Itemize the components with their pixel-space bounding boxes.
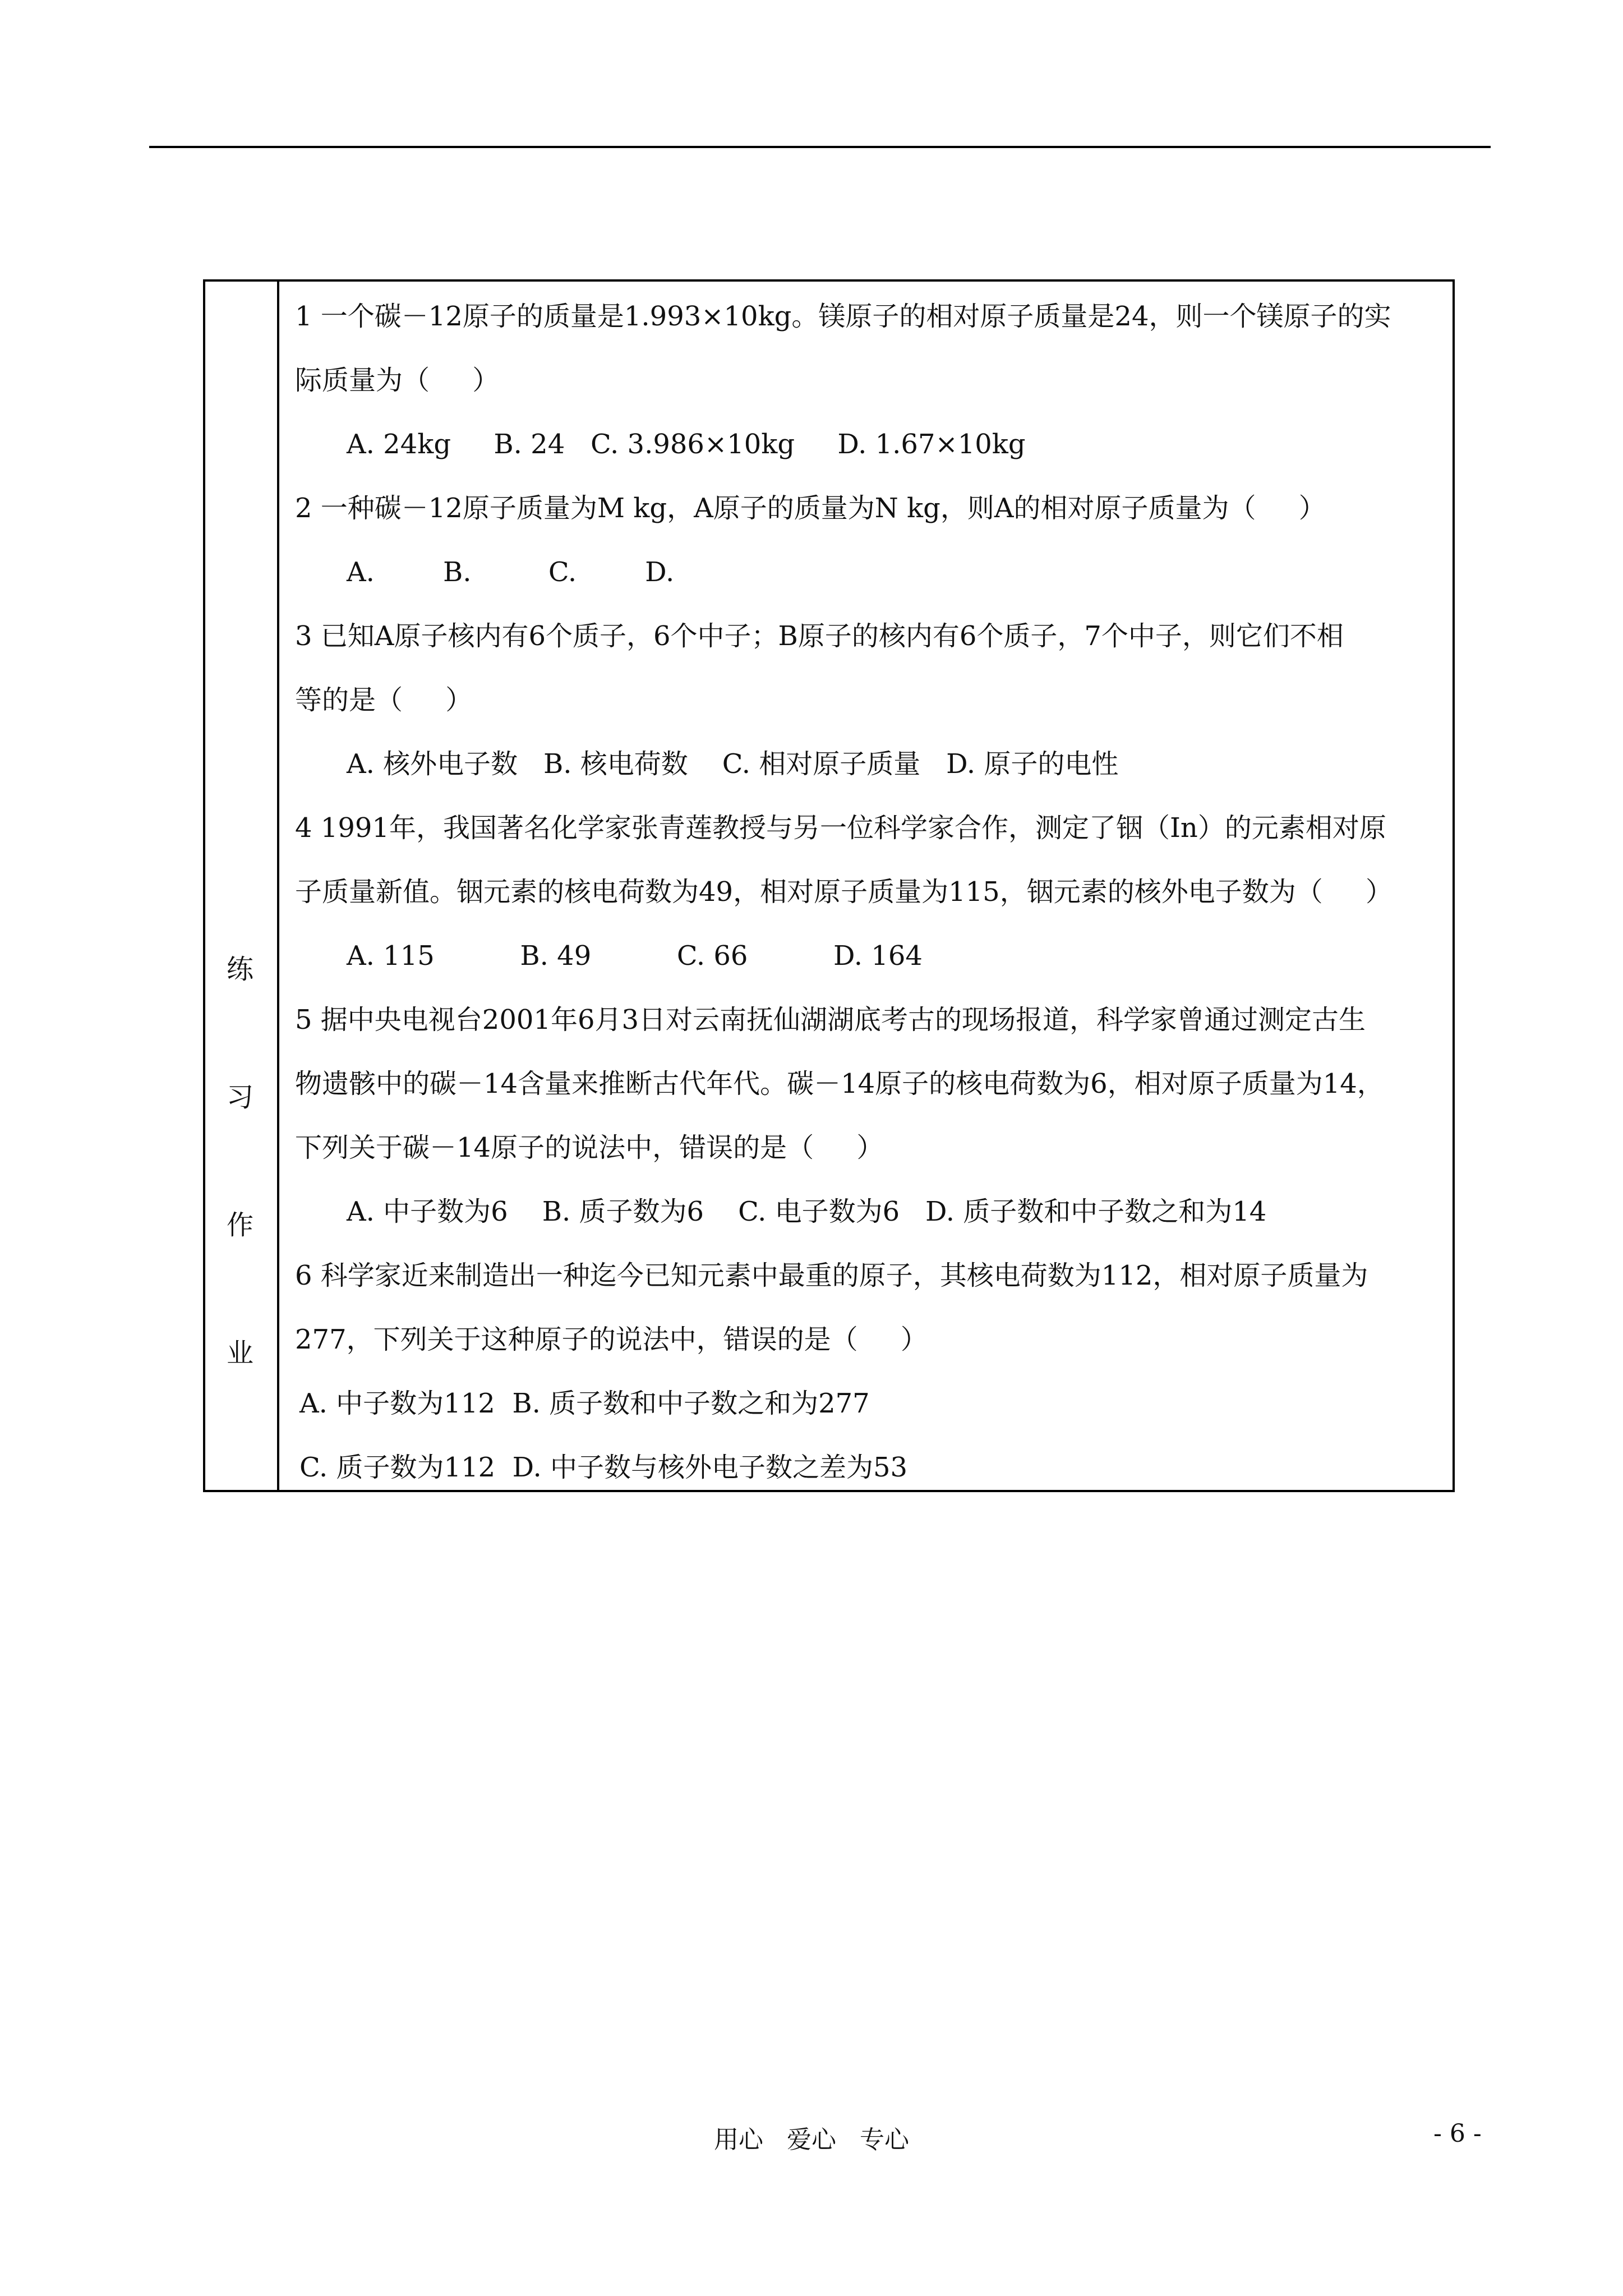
question-4-line-1: 4 1991年，我国著名化学家张青莲教授与另一位科学家合作，测定了铟（In）的元素相对原 [295, 812, 1386, 844]
question-4-line-2: 子质量新值。铟元素的核电荷数为49，相对原子质量为115，铟元素的核外电子数为（ ） [295, 876, 1393, 908]
question-6-line-2: 277，下列关于这种原子的说法中，错误的是（ ） [295, 1324, 928, 1355]
footer-motto: 用心 爱心 专心 [714, 2125, 909, 2154]
section-label-char: 习 [226, 1082, 253, 1113]
question-2-line-1: 2 一种碳－12原子质量为M kg，A原子的质量为N kg，则A的相对原子质量为（ ） [295, 493, 1326, 524]
question-1-line-1: 1 一个碳－12原子的质量是1.993×10kg。镁原子的相对原子质量是24，则一个镁原子的实 [295, 301, 1391, 332]
section-label-column [205, 282, 279, 1490]
header-rule [149, 146, 1491, 148]
question-2-options: A. B. C. D. [347, 556, 675, 588]
question-6-options-2: C. 质子数为112 D. 中子数与核外电子数之差为53 [299, 1452, 908, 1483]
question-6-options-1: A. 中子数为112 B. 质子数和中子数之和为277 [299, 1388, 870, 1419]
question-4-options: A. 115 B. 49 C. 66 D. 164 [347, 940, 923, 972]
question-1-options: A. 24kg B. 24 C. 3.986×10kg D. 1.67×10kg [347, 429, 1026, 460]
section-label-char: 练 [226, 954, 253, 985]
question-5-line-3: 下列关于碳－14原子的说法中，错误的是（ ） [295, 1132, 884, 1163]
question-5-line-2: 物遗骸中的碳－14含量来推断古代年代。碳－14原子的核电荷数为6，相对原子质量为14， [295, 1068, 1384, 1099]
exercise-content [279, 282, 1453, 1490]
question-5-line-1: 5 据中央电视台2001年6月3日对云南抚仙湖湖底考古的现场报道，科学家曾通过测定古生 [295, 1004, 1366, 1036]
question-5-options: A. 中子数为6 B. 质子数为6 C. 电子数为6 D. 质子数和中子数之和为14 [347, 1196, 1267, 1227]
question-3-line-1: 3 已知A原子核内有6个质子，6个中子；B原子的核内有6个质子，7个中子，则它们不相 [295, 620, 1344, 652]
page-number: - 6 - [1433, 2119, 1482, 2148]
question-3-line-2: 等的是（ ） [295, 684, 473, 716]
section-label-char: 作 [226, 1209, 253, 1241]
exercise-table [203, 279, 1455, 1492]
question-6-line-1: 6 科学家近来制造出一种迄今已知元素中最重的原子，其核电荷数为112，相对原子质量为 [295, 1260, 1368, 1291]
section-label-char: 业 [226, 1337, 253, 1369]
question-3-options: A. 核外电子数 B. 核电荷数 C. 相对原子质量 D. 原子的电性 [347, 748, 1119, 780]
question-1-line-2: 际质量为（ ） [295, 365, 500, 396]
